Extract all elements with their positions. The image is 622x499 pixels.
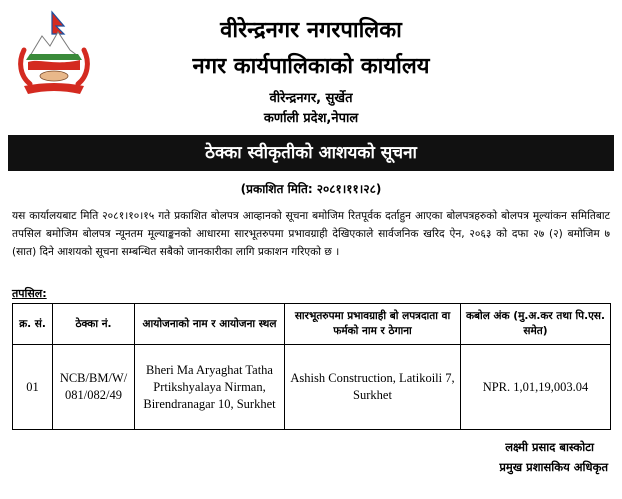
table-header-row <box>13 304 611 345</box>
signatory-designation: प्रमुख प्रशासकिय अधिकृत <box>499 460 608 474</box>
office-province: कर्णाली प्रदेश,नेपाल <box>263 111 359 126</box>
municipality-name: वीरेन्द्रनगर नगरपालिका <box>220 18 402 43</box>
col-header-project: आयोजनाको नाम र आयोजना स्थल <box>135 304 285 345</box>
details-label: तपसिल: <box>12 287 47 300</box>
notice-body: यस कार्यालयबाट मिति २०८१।१०।१५ गते प्रकाशित बोलपत्र आव्हानको सूचना बमोजिम रितपूर्वक दर्ताहुन आएका बोलपत्रहरुको बोलपत्र मूल्यांकन समितिबाट तपसिल बमोजिम बोलपत्र न्यूनतम मूल्याङ्कनको आधारमा सारभूतरुपमा प्रभावग्राही देखिएकाले सार्वजनिक खरिद ऐन, २०६३ को दफा २७ (२) बमोजिम ७ (सात) दिने आशयको सूचना सम्बन्धित सबैको जानकारीका लागि प्रकाशन गरिएको छ । <box>12 210 610 258</box>
office-location: वीरेन्द्रनगर, सुर्खेत <box>269 91 353 106</box>
published-date: (प्रकाशित मिति: २०८१।११।२८) <box>240 182 382 196</box>
tender-table <box>12 303 611 430</box>
table-row <box>13 345 611 430</box>
cell-bidder: Ashish Construction, Latikoili 7, Surkhet <box>285 345 461 430</box>
signatory-name: लक्ष्मी प्रसाद बास्कोटा <box>505 440 594 454</box>
notice-title-banner: ठेक्का स्वीकृतीको आशयको सूचना <box>8 135 614 171</box>
col-header-amount: कबोल अंक (मु.अ.कर तथा पि.एस. समेत) <box>461 304 611 345</box>
cell-contract-no: NCB/BM/W/ 081/082/49 <box>53 345 135 430</box>
office-name: नगर कार्यपालिकाको कार्यालय <box>192 54 430 79</box>
col-header-contract-no: ठेक्का नं. <box>53 304 135 345</box>
cell-project: Bheri Ma Aryaghat Tatha Prtikshyalaya Nirman, Birendranagar 10, Surkhet <box>135 345 285 430</box>
cell-amount: NPR. 1,01,19,003.04 <box>461 345 611 430</box>
col-header-serial: क्र. सं. <box>13 304 53 345</box>
cell-serial: 01 <box>13 345 53 430</box>
col-header-bidder: सारभूतरुपमा प्रभावग्राही बो लपत्रदाता वा फर्मको नाम र ठेगाना <box>285 304 461 345</box>
